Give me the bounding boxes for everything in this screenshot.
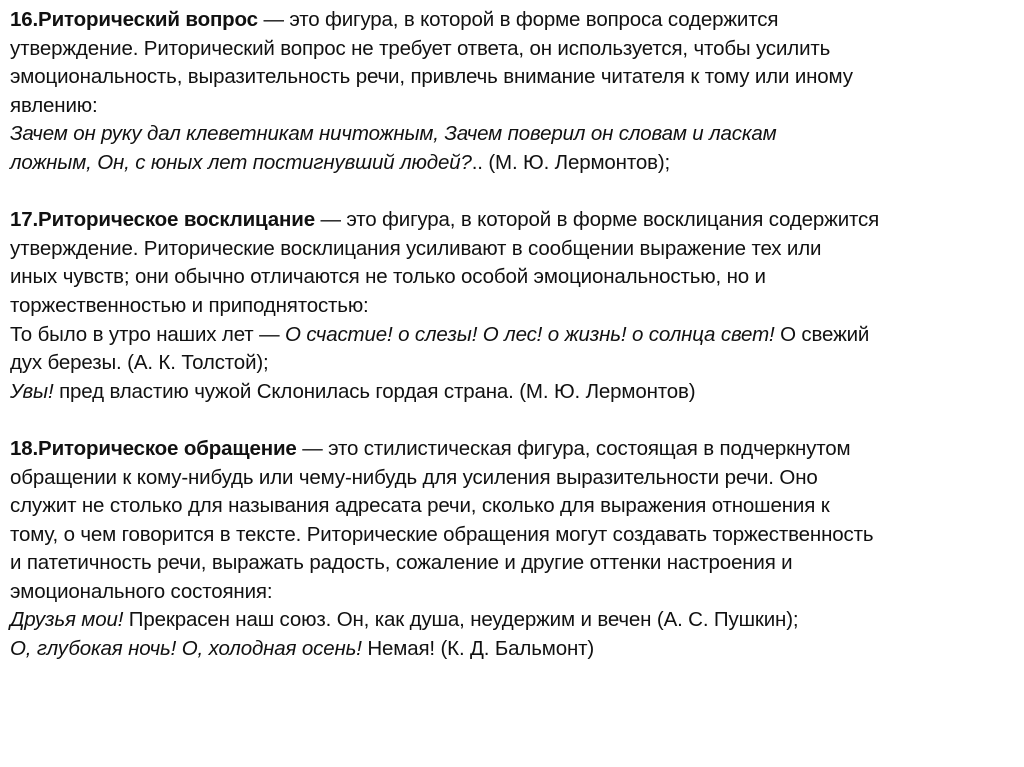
term-heading: 16.Риторический вопрос	[10, 8, 258, 31]
term-heading: 17.Риторическое восклицание	[10, 208, 315, 232]
section-rhetorical-question	[10, 6, 1014, 178]
example-text: Немая! (К. Д. Бальмонт)	[361, 637, 595, 661]
definition-line: эмоционального состояния:	[10, 579, 273, 603]
example-line	[10, 120, 1014, 149]
definition-line: явлению:	[10, 93, 98, 117]
definition-line: утверждение. Риторические восклицания усиливают в сообщении выражение тех или	[10, 236, 822, 260]
example-line	[10, 378, 1014, 407]
section-rhetorical-exclamation	[10, 206, 1014, 406]
example-quote: Увы!	[10, 379, 54, 403]
definition-text: — это фигура, в которой в форме восклицания содержится	[314, 208, 880, 232]
example-line	[10, 606, 1014, 635]
definition-line	[10, 6, 1014, 35]
example-quote: О счастие! о слезы! О лес! о жизнь! о солнца свет!	[284, 322, 775, 346]
section-gap	[10, 178, 1014, 207]
term-heading: 18.Риторическое обращение	[10, 436, 297, 460]
example-text: То было в утро наших лет —	[10, 322, 285, 346]
example-line	[10, 321, 1014, 350]
definition-line: иных чувств; они обычно отличаются не только особой эмоциональностью, но и	[10, 265, 766, 289]
section-gap	[10, 406, 1014, 435]
example-quote: Зачем он руку дал клеветникам ничтожным, Зачем поверил он словам и ласкам	[10, 122, 777, 146]
definition-line: утверждение. Риторический вопрос не требует ответа, он используется, чтобы усилить	[10, 36, 831, 60]
example-quote: О, глубокая ночь! О, холодная осень!	[10, 637, 362, 661]
example-line	[10, 149, 1014, 178]
example-quote: ложным, Он, с юных лет постигнувший людей?	[10, 150, 472, 174]
definition-text: — это фигура, в которой в форме вопроса содержится	[257, 8, 779, 31]
definition-line: тому, о чем говорится в тексте. Риторические обращения могут создавать торжественность	[10, 522, 874, 546]
definition-line: эмоциональность, выразительность речи, привлечь внимание читателя к тому или иному	[10, 65, 853, 89]
definition-line: и патетичность речи, выражать радость, сожаление и другие оттенки настроения и	[10, 551, 793, 575]
example-line	[10, 635, 1014, 664]
definition-line	[10, 206, 1014, 235]
definition-line: торжественностью и приподнятостью:	[10, 293, 369, 317]
example-text: О свежий	[774, 322, 870, 346]
definition-line: обращении к кому-нибудь или чему-нибудь для усиления выразительности речи. Оно	[10, 465, 818, 489]
definition-line: служит не столько для называния адресата речи, сколько для выражения отношения к	[10, 494, 830, 518]
example-text: Прекрасен наш союз. Он, как душа, неудержим и вечен (А. С. Пушкин);	[123, 608, 799, 632]
document-page	[10, 6, 1014, 664]
section-rhetorical-address	[10, 435, 1014, 664]
definition-line	[10, 435, 1014, 464]
example-line: дух березы. (А. К. Толстой);	[10, 351, 269, 375]
example-text: пред властию чужой Склонилась гордая страна. (М. Ю. Лермонтов)	[53, 379, 696, 403]
definition-text: — это стилистическая фигура, состоящая в подчеркнутом	[296, 436, 851, 460]
example-quote: Друзья мои!	[10, 608, 124, 632]
example-attribution: .. (М. Ю. Лермонтов);	[471, 150, 671, 174]
